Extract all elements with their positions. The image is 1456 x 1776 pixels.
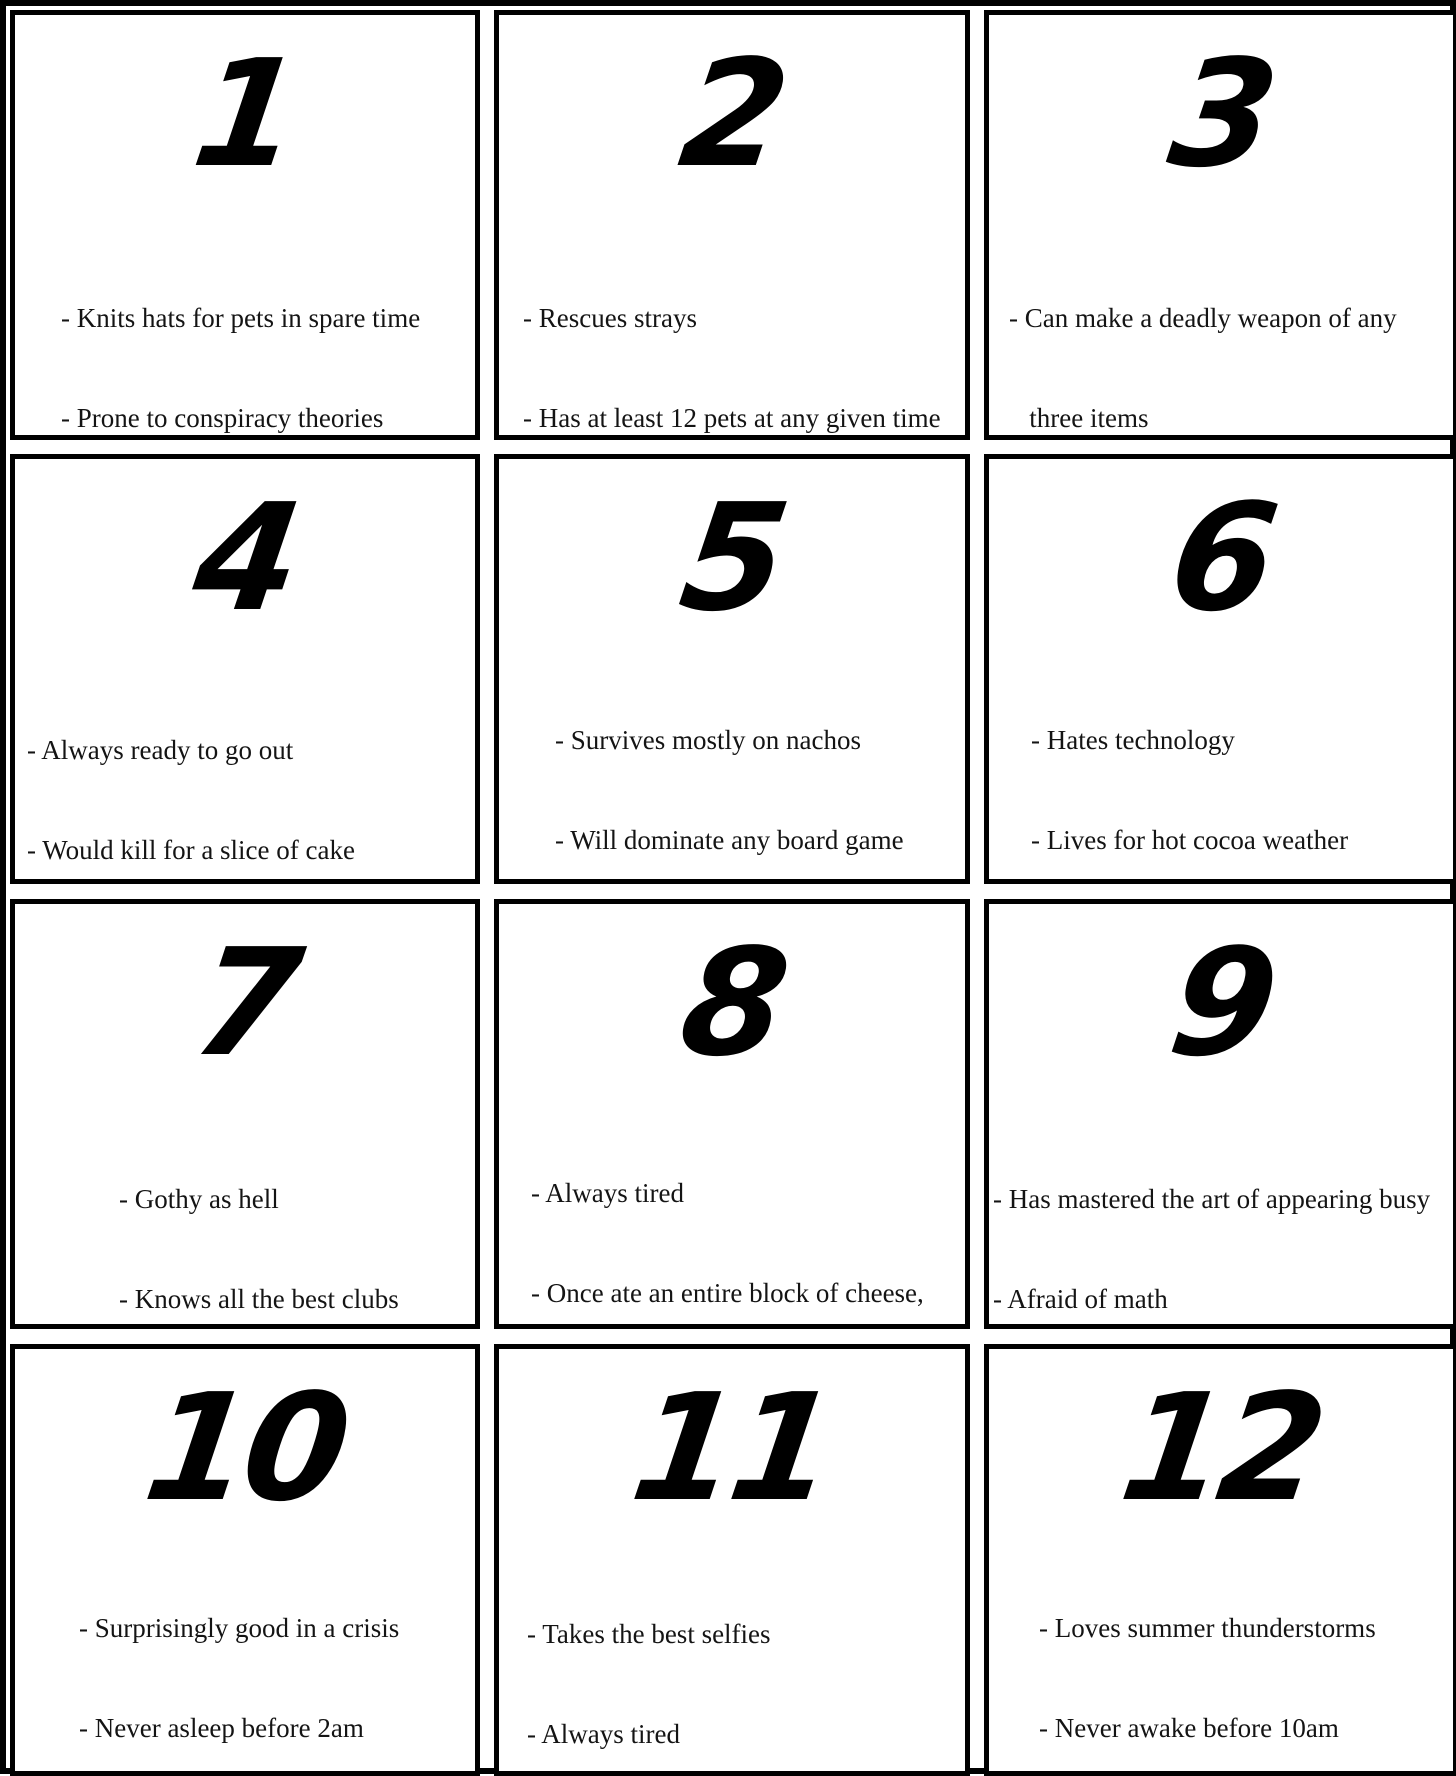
trait-item: - Always tired (531, 1177, 684, 1208)
trait-item: - Has mastered the art of appearing busy (993, 1183, 1431, 1214)
cell-number: 7 (184, 917, 306, 1089)
cell-number: 11 (622, 1362, 842, 1534)
cell-9 (984, 899, 1456, 1329)
trait-item: - Survives mostly on nachos (555, 724, 861, 755)
trait-list (79, 1545, 399, 1776)
cell-number: 4 (184, 472, 306, 644)
cell-7 (10, 899, 480, 1329)
trait-item: - Once ate an entire block of cheese, (531, 1278, 924, 1309)
trait-item: - Knits hats for pets in spare time (61, 302, 421, 333)
cell-11 (494, 1344, 970, 1776)
trait-list (993, 1116, 1430, 1329)
cell-number: 5 (671, 472, 793, 644)
cell-number: 3 (1160, 28, 1282, 200)
trait-list (27, 667, 462, 884)
trait-item: - Prone to conspiracy theories (61, 403, 384, 434)
trait-list (523, 235, 941, 440)
trait-item: - Takes the best selfies (527, 1618, 771, 1649)
trait-item: - Lives for hot cocoa weather (1031, 825, 1349, 856)
cell-3 (984, 10, 1456, 440)
trait-list (555, 657, 904, 884)
trait-item: - Surprisingly good in a crisis (79, 1612, 400, 1643)
cell-number: 2 (671, 28, 793, 200)
trait-item: - Always tired (527, 1719, 680, 1750)
trait-item: - Hates technology (1031, 724, 1235, 755)
cell-number: 8 (671, 917, 793, 1089)
trait-item: - Knows all the best clubs (119, 1284, 399, 1315)
trait-item: - Can make a deadly weapon of any (1009, 302, 1397, 333)
trait-item: - Afraid of math (993, 1284, 1168, 1315)
trait-list (531, 1110, 924, 1329)
trait-item: - Loves summer thunderstorms (1039, 1612, 1376, 1643)
cell-12 (984, 1344, 1456, 1776)
trait-item: - Would kill for a slice of cake (27, 835, 355, 866)
trait-item: three items (1009, 403, 1149, 434)
trait-list (61, 235, 420, 440)
cell-number: 9 (1160, 917, 1282, 1089)
trait-item: - Never awake before 10am (1039, 1713, 1339, 1744)
cell-number: 12 (1111, 1362, 1331, 1534)
trait-list (1039, 1545, 1376, 1776)
trait-item: - Will dominate any board game (555, 825, 904, 856)
trait-list (119, 1116, 399, 1329)
cell-5 (494, 454, 970, 884)
trait-item: - Always ready to go out (27, 734, 294, 765)
cell-2 (494, 10, 970, 440)
cell-4 (10, 454, 480, 884)
cell-number: 10 (135, 1362, 355, 1534)
trait-list (527, 1551, 936, 1776)
trait-list (1031, 657, 1376, 884)
trait-item: - Gothy as hell (119, 1183, 279, 1214)
cell-number: 1 (184, 28, 306, 200)
trait-list (1009, 235, 1397, 440)
trait-item: - Has at least 12 pets at any given time (523, 403, 941, 434)
cell-6 (984, 454, 1456, 884)
cell-10 (10, 1344, 480, 1776)
cell-1 (10, 10, 480, 440)
cell-8 (494, 899, 970, 1329)
cell-number: 6 (1160, 472, 1282, 644)
trait-item: - Rescues strays (523, 302, 697, 333)
trait-item: - Never asleep before 2am (79, 1713, 364, 1744)
